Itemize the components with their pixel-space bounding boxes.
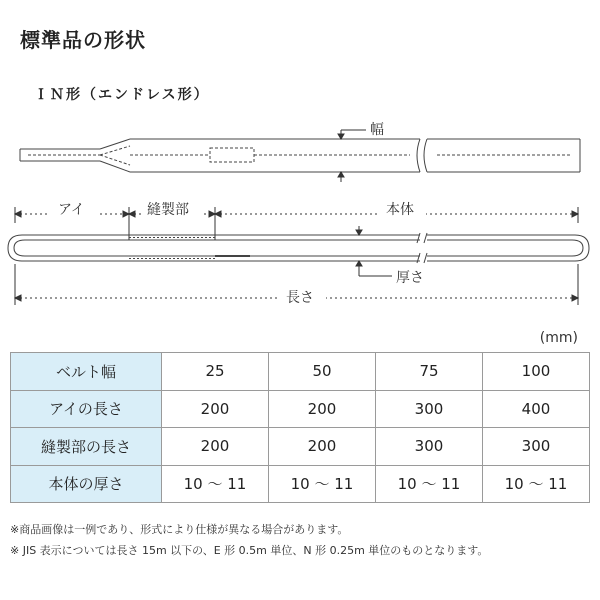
footnote: ※商品画像は一例であり、形式により仕様が異なる場合があります。 [10,523,349,536]
table-cell: 10 ～ 11 [162,465,269,503]
table-cell: 200 [269,428,376,466]
table-cell: 10 ～ 11 [376,465,483,503]
row-header: 本体の厚さ [11,465,162,503]
eye-label: アイ [58,202,85,218]
row-header: ベルト幅 [11,353,162,391]
table-row [11,390,590,428]
row-header: 縫製部の長さ [11,428,162,466]
top-view [20,139,580,172]
section-subtitle: ＩＮ形（エンドレス形） [34,87,210,103]
side-view [8,233,589,263]
table-row [11,465,590,503]
table-cell: 300 [483,428,590,466]
table-cell: 300 [376,428,483,466]
table-row [11,353,590,391]
width-label: 幅 [370,122,384,138]
table-cell: 200 [269,390,376,428]
table-cell: 50 [269,353,376,391]
spec-table [10,352,590,503]
row-header: アイの長さ [11,390,162,428]
page-title: 標準品の形状 [20,28,146,52]
body-label: 本体 [386,202,414,218]
table-cell: 10 ～ 11 [483,465,590,503]
table-row [11,428,590,466]
footnote: ※ JIS 表示については長さ 15m 以下の、E 形 0.5m 単位、N 形 0.25m 単位のものとなります。 [10,544,489,557]
length-label: 長さ [286,290,314,306]
width-indicator [338,130,366,182]
stitching [129,238,250,259]
thickness-label: 厚さ [396,270,424,286]
thickness-indicator [356,226,392,276]
sewn-label: 縫製部 [147,202,189,218]
unit-label: (mm) [539,330,578,346]
table-cell: 25 [162,353,269,391]
table-cell: 200 [162,390,269,428]
table-cell: 100 [483,353,590,391]
table-cell: 200 [162,428,269,466]
table-cell: 400 [483,390,590,428]
table-cell: 75 [376,353,483,391]
table-cell: 300 [376,390,483,428]
footnotes [10,519,488,561]
sling-diagram [0,110,600,310]
table-cell: 10 ～ 11 [269,465,376,503]
